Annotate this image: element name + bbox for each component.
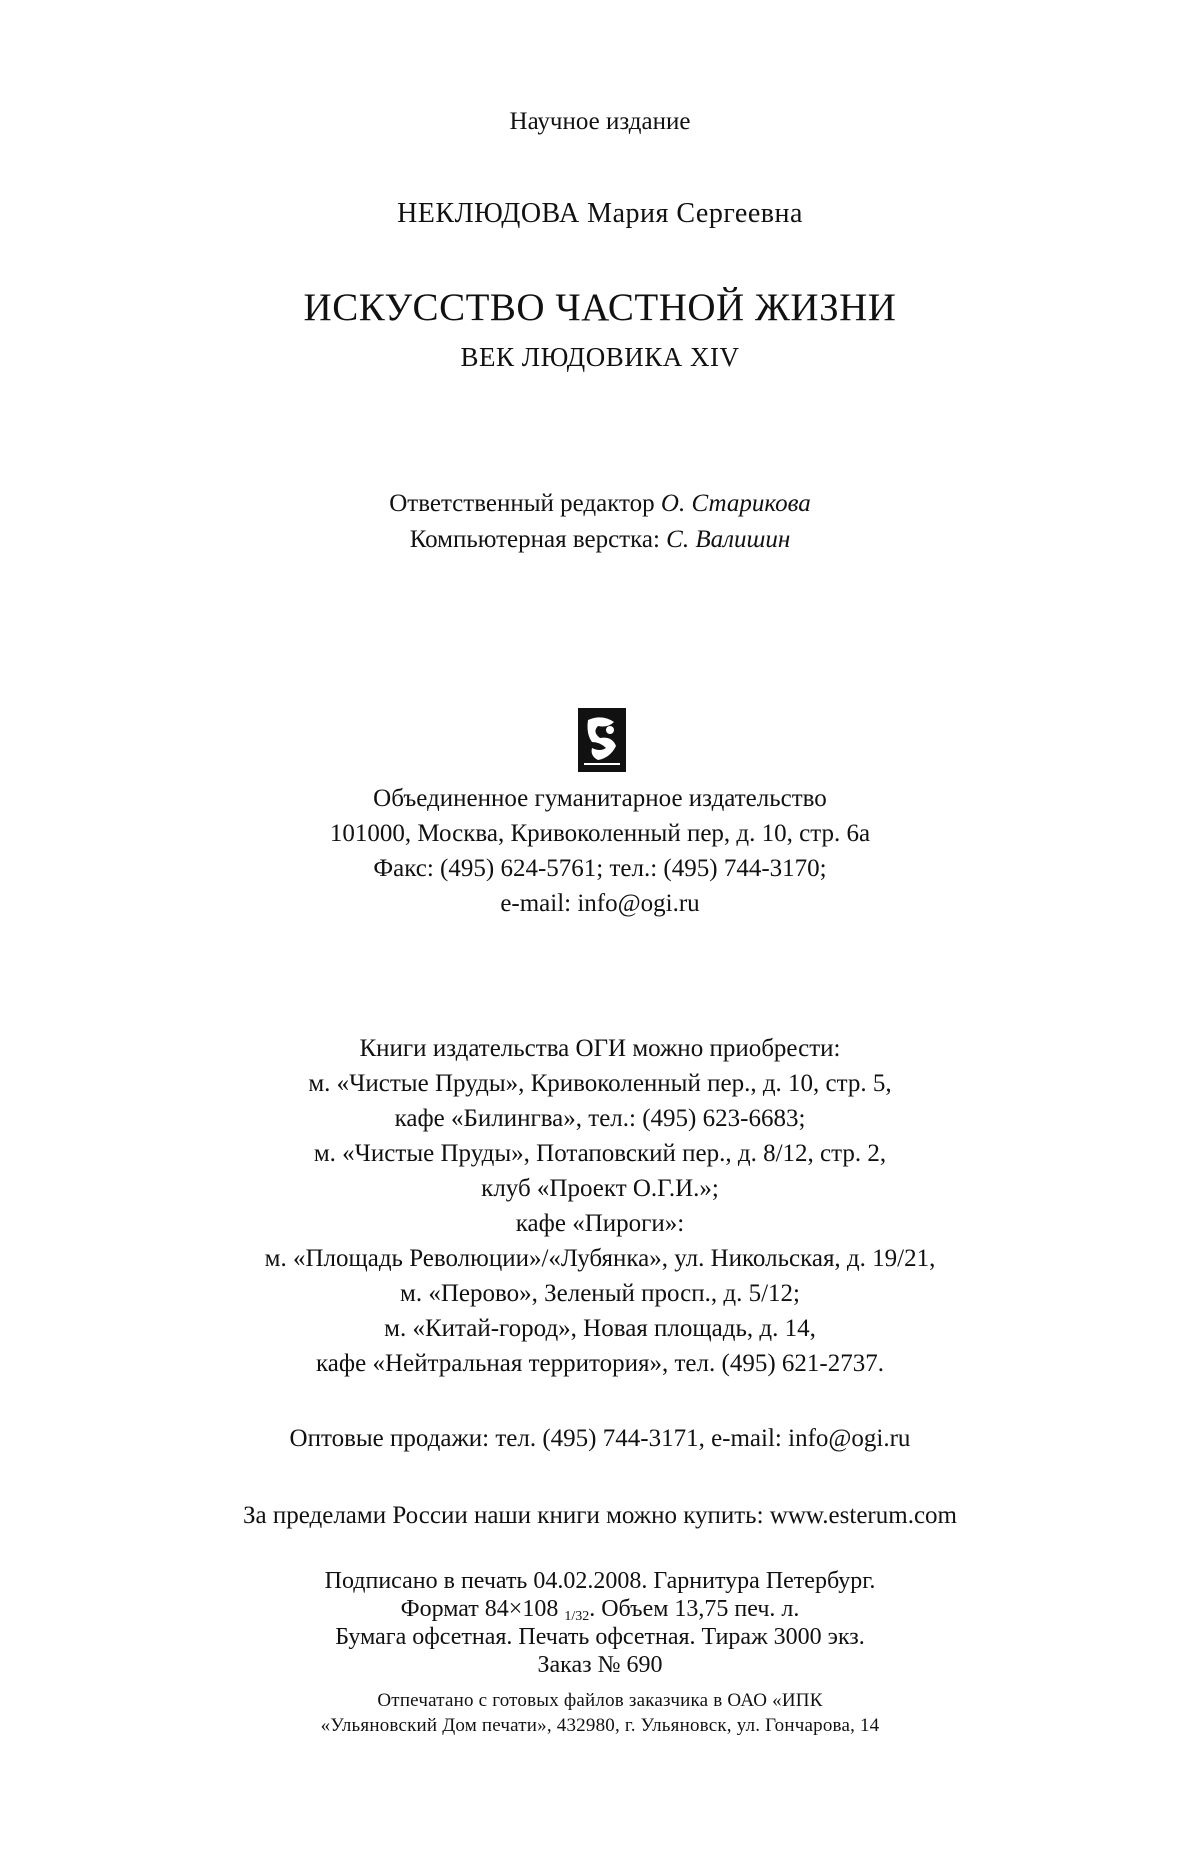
shops-line: кафе «Пироги»:	[515, 1210, 685, 1237]
book-title: ИСКУССТВО ЧАСТНОЙ ЖИЗНИ	[303, 286, 897, 329]
editor-name: О. Старикова	[660, 490, 811, 517]
format-suffix: . Объем 13,75 печ. л.	[589, 1596, 800, 1622]
imprint-paper: Бумага офсетная. Печать офсетная. Тираж 3000 экз.	[335, 1624, 865, 1650]
author-name: НЕКЛЮДОВА Мария Сергеевна	[397, 198, 803, 229]
publisher-address: 101000, Москва, Кривоколенный пер, д. 10, стр. 6а	[329, 820, 871, 847]
publisher-name: Объединенное гуманитарное издательство	[373, 785, 827, 812]
book-subtitle: ВЕК ЛЮДОВИКА XIV	[460, 342, 740, 372]
shops-line: м. «Чистые Пруды», Кривоколенный пер., д. 10, стр. 5,	[308, 1070, 892, 1097]
shops-line: клуб «Проект О.Г.И.»;	[481, 1175, 719, 1202]
imprint-format	[0, 1596, 1200, 1625]
format-fraction: 1/32	[564, 1609, 590, 1624]
format-prefix: Формат 84×108	[400, 1596, 565, 1622]
shops-line: м. «Перово», Зеленый просп., д. 5/12;	[400, 1280, 800, 1307]
shops-line: кафе «Билингва», тел.: (495) 623-6683;	[394, 1105, 806, 1132]
edition-type: Научное издание	[509, 108, 691, 135]
publisher-phones: Факс: (495) 624-5761; тел.: (495) 744-3170;	[373, 855, 827, 882]
shops-line: м. «Китай-город», Новая площадь, д. 14,	[384, 1315, 816, 1342]
layout-credit	[0, 526, 1200, 554]
shops-line: м. «Площадь Революции»/«Лубянка», ул. Никольская, д. 19/21,	[264, 1245, 936, 1272]
publisher-email: e-mail: info@ogi.ru	[500, 890, 700, 917]
shops-line: кафе «Нейтральная территория», тел. (495) 621-2737.	[316, 1350, 884, 1377]
abroad-info: За пределами России наши книги можно купить: www.esterum.com	[243, 1502, 957, 1529]
layout-label: Компьютерная верстка:	[409, 526, 667, 553]
printer-line-1: Отпечатано с готовых файлов заказчика в ОАО «ИПК	[377, 1690, 823, 1711]
imprint-signed: Подписано в печать 04.02.2008. Гарнитура Петербург.	[324, 1568, 876, 1594]
layout-name: С. Валишин	[666, 526, 791, 553]
imprint-order: Заказ № 690	[537, 1652, 663, 1678]
wholesale-info: Оптовые продажи: тел. (495) 744-3171, e-mail: info@ogi.ru	[289, 1425, 911, 1452]
printer-line-2: «Ульяновский Дом печати», 432980, г. Ульяновск, ул. Гончарова, 14	[320, 1715, 880, 1736]
publisher-logo-icon	[578, 708, 626, 772]
editor-credit	[0, 490, 1200, 518]
shops-line: м. «Чистые Пруды», Потаповский пер., д. 8/12, стр. 2,	[313, 1140, 887, 1167]
editor-label: Ответственный редактор	[389, 490, 661, 517]
shops-line: Книги издательства ОГИ можно приобрести:	[359, 1035, 841, 1062]
